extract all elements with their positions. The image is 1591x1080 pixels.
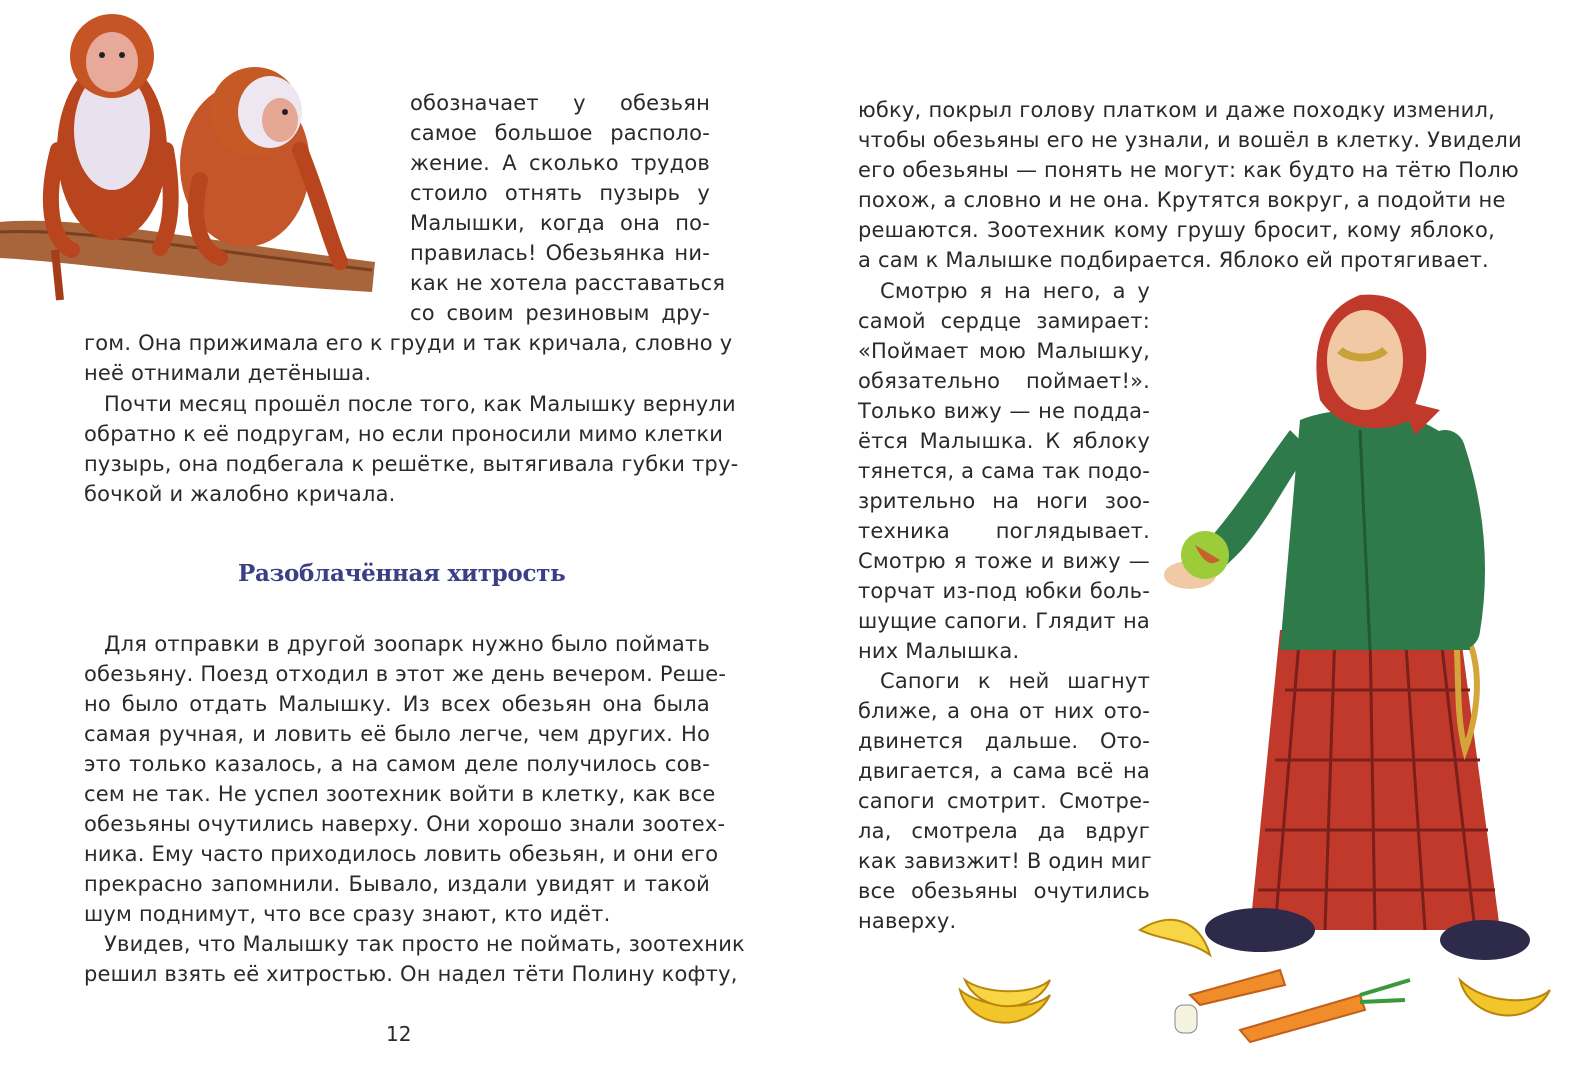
text-line: тянется, а сама так подо- [858, 459, 1150, 483]
text-line: похож, а словно и не она. Крутятся вокруг, а подойти не [858, 188, 1506, 212]
text-line: жение. А сколько трудов [410, 151, 710, 175]
text-line: техника поглядывает. [858, 519, 1150, 543]
text-line: шущие сапоги. Глядит на [858, 609, 1150, 633]
text-line: ника. Ему часто приходилось ловить обезьян, и они его [84, 842, 719, 866]
text-line: торчат из-под юбки боль- [858, 579, 1150, 603]
text-line: Малышки, когда она по- [410, 211, 710, 235]
text-line: чтобы обезьяны его не узнали, и вошёл в клетку. Увидели [858, 128, 1522, 152]
text-line: ла, смотрела да вдруг [858, 819, 1150, 843]
text-line: «Поймает мою Малышку, [858, 339, 1150, 363]
text-line: Только вижу — не подда- [858, 399, 1150, 423]
text-line: ближе, а она от них ото- [858, 699, 1150, 723]
monkeys-illustration [0, 0, 385, 320]
text-line: сем не так. Не успел зоотехник войти в клетку, как все [84, 782, 716, 806]
text-line: все обезьяны очутились [858, 879, 1150, 903]
text-line: стоило отнять пузырь у [410, 181, 710, 205]
text-line: обратно к её подругам, но если проносили мимо клетки [84, 422, 724, 446]
text-line: пузырь, она подбегала к решётке, вытягивала губки тру- [84, 452, 739, 476]
text-line: двигается, а сама всё на [858, 759, 1150, 783]
text-line: них Малышка. [858, 639, 1020, 663]
text-line: наверху. [858, 909, 957, 933]
text-line: правилась! Обезьянка ни- [410, 241, 710, 265]
text-line: неё отнимали детёныша. [84, 361, 372, 385]
text-line: шум поднимут, что все сразу знают, кто идёт. [84, 902, 611, 926]
page-number: 12 [386, 1022, 412, 1046]
text-line: решил взять её хитростью. Он надел тёти Полину кофту, [84, 962, 738, 986]
text-line: обозначает у обезьян [410, 91, 710, 115]
text-line: Для отправки в другой зоопарк нужно было поймать [104, 632, 710, 656]
text-line: бочкой и жалобно кричала. [84, 482, 396, 506]
text-line: а сам к Малышке подбирается. Яблоко ей протягивает. [858, 248, 1489, 272]
text-line: обезьяны очутились наверху. Они хорошо знали зоотех- [84, 812, 726, 836]
text-line: Увидев, что Малышку так просто не поймать, зоотехник [104, 932, 745, 956]
text-line: сапоги смотрит. Смотре- [858, 789, 1150, 813]
text-line: но было отдать Малышку. Из всех обезьян она была [84, 692, 710, 716]
text-line: решаются. Зоотехник кому грушу бросит, кому яблоко, [858, 218, 1495, 242]
text-line: зрительно на ноги зоо- [858, 489, 1150, 513]
text-line: как не хотела расставаться [410, 271, 726, 295]
text-line: обезьяну. Поезд отходил в этот же день вечером. Реше- [84, 662, 727, 686]
text-line: со своим резиновым дру- [410, 301, 710, 325]
text-line: Сапоги к ней шагнут [880, 669, 1150, 693]
text-line: как завизжит! В один миг [858, 849, 1152, 873]
text-line: это только казалось, а на самом деле получилось сов- [84, 752, 710, 776]
text-line: его обезьяны — понять не могут: как будто на тётю Полю [858, 158, 1519, 182]
text-line: двинется дальше. Ото- [858, 729, 1150, 753]
text-line: Почти месяц прошёл после того, как Малышку вернули [104, 392, 736, 416]
text-line: юбку, покрыл голову платком и даже походку изменил, [858, 98, 1495, 122]
text-line: обязательно поймает!». [858, 369, 1150, 393]
text-line: Смотрю я тоже и вижу — [858, 549, 1150, 573]
text-line: гом. Она прижимала его к груди и так кричала, словно у [84, 331, 733, 355]
text-line: прекрасно запомнили. Бывало, издали увидят и такой [84, 872, 710, 896]
text-line: Смотрю я на него, а у [880, 279, 1150, 303]
text-line: ётся Малышка. К яблоку [858, 429, 1150, 453]
text-line: самой сердце замирает: [858, 309, 1150, 333]
section-heading: Разоблачённая хитрость [238, 560, 566, 587]
text-line: самая ручная, и ловить её было легче, чем других. Но [84, 722, 710, 746]
text-line: самое большое располо- [410, 121, 710, 145]
